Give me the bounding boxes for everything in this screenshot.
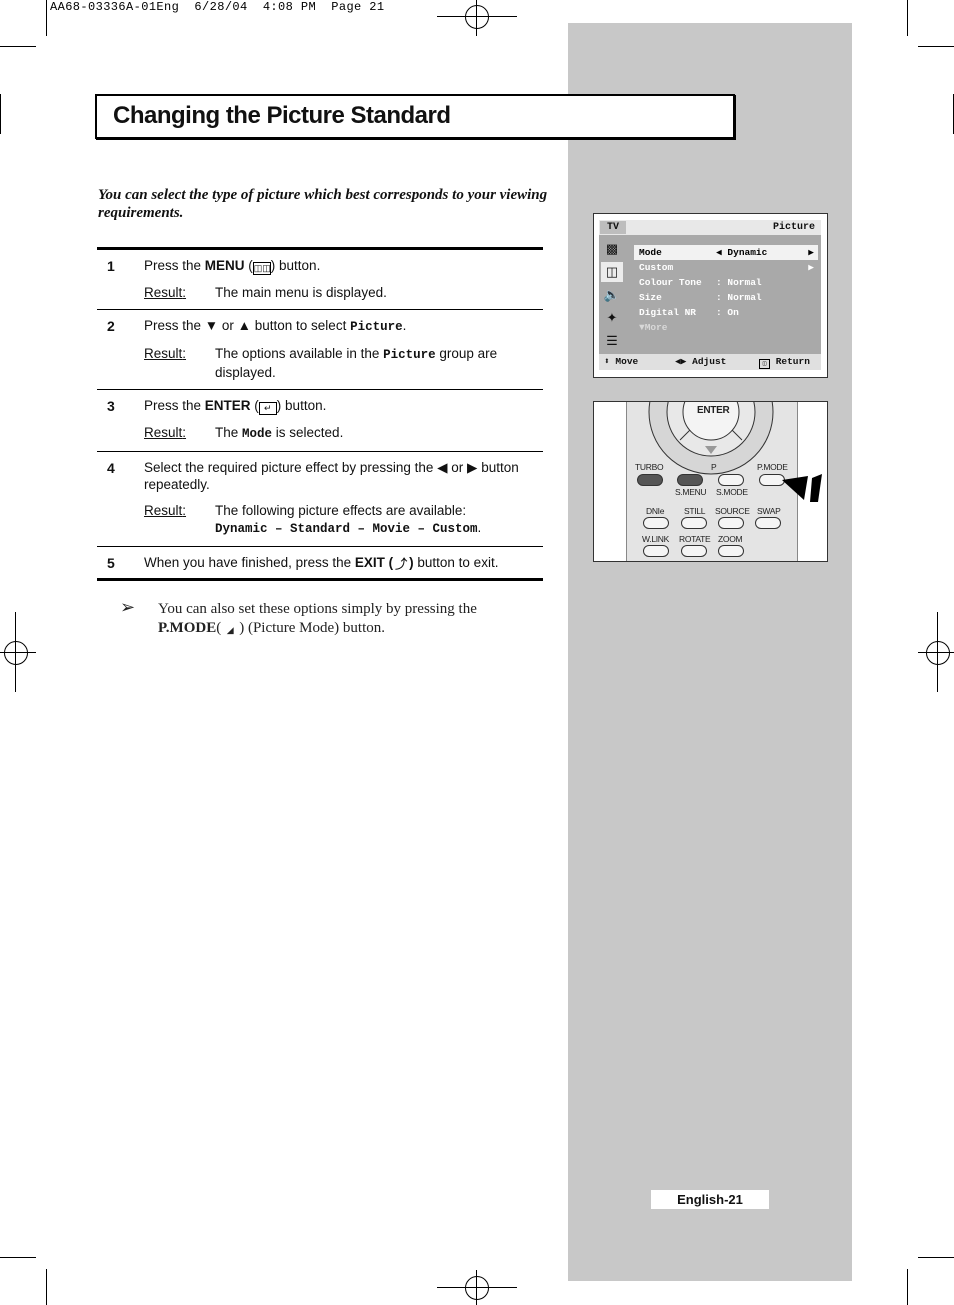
smode-label: S.MODE	[716, 487, 748, 497]
picture-effects: Dynamic – Standard – Movie – Custom	[215, 522, 478, 536]
crop-mark	[46, 0, 47, 36]
result-label: Result:	[144, 285, 187, 300]
osd-menu	[634, 245, 818, 335]
bottom-rule	[97, 578, 543, 581]
print-slug: AA68-03336A-01Eng 6/28/04 4:08 PM Page 21	[50, 0, 385, 14]
pmode-icon: ◢	[226, 625, 234, 635]
crop-mark	[918, 46, 954, 47]
step-1: 1 Press the MENU (◫◫) button. Result: The main menu is displayed.	[97, 250, 543, 309]
return-hint: ◫ Return	[759, 354, 810, 370]
turbo-button[interactable]	[637, 474, 663, 486]
source-button[interactable]	[718, 517, 744, 529]
wlink-button[interactable]	[643, 545, 669, 557]
registration-mark	[918, 652, 954, 653]
turbo-label: TURBO	[635, 462, 664, 472]
note: ➢ You can also set these options simply by pressing the P.MODE( ◢ ) (Picture Mode) button.	[120, 597, 477, 636]
smode-button[interactable]	[718, 474, 744, 486]
steps-list	[97, 250, 543, 579]
input-icon: ▩	[605, 241, 619, 256]
result-label: Result:	[144, 503, 187, 518]
osd-title: Picture	[772, 222, 815, 233]
step-3: 3 Press the ENTER ( ↵ ) button. Result: The Mode is selected.	[97, 389, 543, 451]
zoom-label: ZOOM	[718, 534, 743, 544]
registration-mark	[4, 641, 28, 665]
crop-mark	[907, 0, 908, 36]
page-number: English-21	[651, 1190, 769, 1209]
still-label: STILL	[684, 506, 706, 516]
osd-tv-label: TV	[600, 221, 626, 234]
enter-icon: ↵	[259, 402, 277, 415]
channel-icon: ✦	[606, 310, 618, 325]
registration-mark	[437, 1287, 517, 1288]
adjust-hint: ◀▶ Adjust	[675, 356, 727, 367]
step-number: 4	[107, 460, 115, 476]
osd-sidebar	[601, 239, 625, 354]
registration-mark	[0, 652, 36, 653]
picture-icon: ◫	[601, 262, 623, 282]
pointer-arrow-icon	[782, 472, 828, 512]
right-arrow-icon: ▶	[808, 247, 814, 258]
p-label: P	[711, 462, 717, 472]
smenu-label: S.MENU	[675, 487, 707, 497]
source-label: SOURCE	[715, 506, 750, 516]
result-label: Result:	[144, 346, 187, 361]
sound-icon: 🔈	[603, 287, 621, 302]
step-number: 5	[107, 555, 115, 571]
crop-mark	[0, 1257, 36, 1258]
step-5: 5 When you have finished, press the EXIT ( ⤴ ) button to exit.	[97, 546, 543, 579]
registration-mark	[926, 641, 950, 665]
wlink-label: W.LINK	[642, 534, 670, 544]
crop-mark	[0, 94, 1, 134]
menu-icon: ◫◫	[253, 263, 271, 273]
step-number: 2	[107, 318, 115, 334]
step-number: 3	[107, 398, 115, 414]
exit-key: EXIT	[354, 555, 385, 570]
result-label: Result:	[144, 425, 187, 440]
pmode-key: P.MODE	[158, 620, 217, 636]
result-text: The options available in the Picture group are displayed.	[215, 346, 498, 380]
dnie-button[interactable]	[643, 517, 669, 529]
enter-label: ENTER	[697, 405, 730, 416]
step-2: 2 Press the ▼ or ▲ button to select Picture. Result: The options available in the Picture group are displayed.	[97, 309, 543, 389]
result-text: The Mode is selected.	[215, 425, 344, 441]
registration-mark	[465, 1276, 489, 1300]
osd-footer	[599, 354, 821, 370]
rotate-button[interactable]	[681, 545, 707, 557]
osd-row-more[interactable]: ▼More	[639, 322, 668, 333]
exit-icon: ⤴	[395, 557, 408, 571]
registration-mark	[15, 612, 16, 692]
right-arrow-icon: ▶	[808, 262, 814, 273]
step-4: 4 Select the required picture effect by pressing the ◀ or ▶ button repeatedly. Result: The following picture effects are available: Dynamic – Standard – Movie – Custom.	[97, 451, 543, 546]
menu-key: MENU	[204, 258, 245, 273]
remote-body	[626, 401, 798, 562]
result-text: The main menu is displayed.	[215, 285, 387, 300]
enter-key: ENTER	[204, 398, 251, 413]
osd-row-colour-tone[interactable]: Colour Tone : Normal	[639, 277, 762, 288]
note-arrow-icon: ➢	[120, 597, 136, 617]
registration-mark	[937, 612, 938, 692]
osd-row-digital-nr[interactable]: Digital NR : On	[639, 307, 739, 318]
registration-mark	[437, 16, 517, 17]
move-hint: ⬍ Move	[604, 356, 639, 367]
step-number: 1	[107, 258, 115, 274]
side-panel	[568, 23, 852, 1281]
intro-text: You can select the type of picture which best corresponds to your viewing requirements.	[98, 187, 548, 221]
result-text: The following picture effects are available: Dynamic – Standard – Movie – Custom.	[215, 503, 482, 536]
osd-row-mode[interactable]: Mode ◀ Dynamic ▶	[634, 245, 818, 260]
osd-screen	[593, 213, 828, 378]
zoom-button[interactable]	[718, 545, 744, 557]
crop-mark	[46, 1269, 47, 1305]
dnie-label: DNIe	[646, 506, 665, 516]
osd-row-size[interactable]: Size : Normal	[639, 292, 762, 303]
rotate-label: ROTATE	[679, 534, 711, 544]
still-button[interactable]	[681, 517, 707, 529]
swap-label: SWAP	[757, 506, 781, 516]
registration-mark	[465, 5, 489, 29]
crop-mark	[918, 1257, 954, 1258]
setup-icon: ☰	[606, 333, 618, 348]
menu-icon: ◫	[759, 359, 770, 369]
crop-mark	[0, 46, 36, 47]
page-title-box	[95, 94, 735, 139]
registration-mark	[476, 0, 477, 36]
remote-illustration	[593, 401, 828, 562]
crop-mark	[907, 1269, 908, 1305]
pmode-label: P.MODE	[757, 462, 788, 472]
registration-mark	[476, 1270, 477, 1305]
swap-button[interactable]	[755, 517, 781, 529]
page-title: Changing the Picture Standard	[113, 102, 451, 129]
osd-row-custom[interactable]: Custom ▶	[639, 262, 814, 273]
smenu-button[interactable]	[677, 474, 703, 486]
